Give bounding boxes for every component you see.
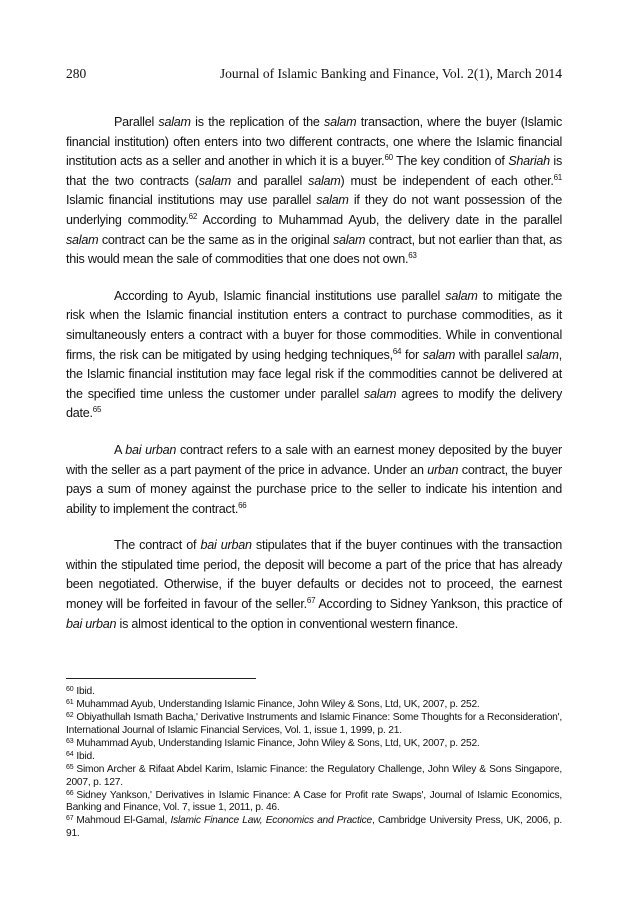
text-run: agrees to modify the delivery date. — [66, 386, 563, 421]
italic-term: salam — [332, 232, 366, 247]
footnotes — [66, 686, 562, 841]
footnote — [66, 699, 562, 712]
italic-term: salam — [324, 115, 357, 129]
footnote-ref: 60 — [384, 153, 393, 163]
paragraph — [66, 113, 562, 270]
footnote-number: 64 — [66, 750, 74, 758]
italic-term: salam — [363, 386, 397, 401]
text-run: , Cambridge University Press, UK, 2006, p. 91. — [66, 815, 562, 840]
italic-term: salam — [158, 115, 191, 129]
body-text — [66, 113, 562, 651]
text-run: is almost identical to the option in conventional western finance. — [116, 616, 458, 631]
text-run: A — [114, 442, 126, 457]
text-run: Mahmoud El-Gamal, — [76, 815, 171, 827]
footnote-number: 66 — [66, 789, 74, 797]
footnote — [66, 712, 562, 737]
footnote — [66, 764, 562, 789]
text-run: According to Ayub, Islamic financial institutions use parallel — [114, 288, 446, 303]
italic-term: bai urban — [200, 538, 252, 553]
footnote — [66, 815, 562, 840]
text-run: The key condition of — [392, 154, 509, 169]
footnote-number: 62 — [66, 712, 74, 720]
italic-term: urban — [427, 462, 459, 477]
text-run: if they do not want possession of the underlying commodity. — [66, 193, 562, 227]
text-run: , the Islamic financial institution may face legal risk if the commodities cannot be delivered at the specified time unless the customer under parallel — [66, 347, 563, 401]
text-run: contract, the buyer pays a sum of money against the purchase price to the seller to indicate his intention and ability to implement the contract. — [66, 462, 562, 516]
text-run: Muhammad Ayub, Understanding Islamic Finance, John Wiley & Sons, Ltd, UK, 2007, p. 252. — [76, 699, 480, 711]
footnote-number: 60 — [66, 686, 74, 693]
italic-term: salam — [445, 288, 478, 303]
text-run: The contract of — [114, 538, 201, 553]
footnote-ref: 66 — [238, 500, 247, 510]
text-run: ) must be independent of each other. — [340, 173, 554, 188]
paragraph — [66, 441, 562, 519]
italic-term: Shariah — [508, 154, 550, 169]
text-run: Muhammad Ayub, Understanding Islamic Finance, John Wiley & Sons, Ltd, UK, 2007, p. 252. — [76, 737, 480, 749]
text-run: contract refers to a sale with an earnest money deposited by the buyer with the seller as a part payment of the price in advance. Under an — [66, 442, 562, 477]
text-run: stipulates that if the buyer continues with the transaction within the stipulated time period, the deposit will become a part of the price that has already been negotiated. Otherwise, if the buyer defaults or decides not to proceed, the earnest money will be forfeited in favour of the seller. — [66, 538, 562, 612]
footnote-number: 65 — [66, 764, 74, 772]
footnote — [66, 751, 562, 764]
text-run: Obiyathullah Ismath Bacha,' Derivative Instruments and Islamic Finance: Some Thoughts for a Reconsideration', International Journal of Islamic Financial Services, Vol. 1, issue 1, 1999, p. 21. — [66, 712, 562, 736]
text-run: Islamic financial institutions may use parallel — [66, 193, 317, 208]
text-run: According to Sidney Yankson, this practice of — [315, 597, 562, 612]
text-run: According to Muhammad Ayub, the delivery date in the parallel — [197, 212, 562, 227]
text-run: Ibid. — [76, 750, 95, 762]
text-run: contract, but not earlier than that, as this would mean the sale of commodities that one does not own. — [66, 232, 562, 267]
text-run: with parallel — [455, 347, 527, 362]
footnote-number: 61 — [66, 699, 74, 707]
italic-term: salam — [526, 347, 559, 362]
footnote — [66, 790, 562, 815]
footnote-ref: 65 — [92, 405, 102, 415]
text-run: and parallel — [231, 173, 309, 188]
text-run: is the replication of the — [190, 115, 325, 129]
text-run: for — [401, 347, 423, 362]
footnote — [66, 738, 562, 751]
text-run: Parallel — [114, 115, 159, 129]
footnote-separator — [66, 678, 256, 679]
text-run: Simon Archer & Rifaat Abdel Karim, Islamic Finance: the Regulatory Challenge, John Wiley & Sons Singapore, 2007, p. 127. — [66, 764, 562, 788]
italic-term: Islamic Finance Law, Economics and Practice — [170, 815, 372, 827]
text-run: contract can be the same as in the original — [98, 232, 333, 247]
text-run: is that the two contracts ( — [66, 154, 563, 188]
footnote-number: 67 — [66, 815, 74, 823]
footnote-ref: 64 — [392, 346, 402, 356]
italic-term: salam — [316, 193, 349, 208]
journal-title: Journal of Islamic Banking and Finance, Vol. 2(1), March 2014 — [219, 66, 562, 81]
italic-term: salam — [308, 173, 341, 188]
page-number: 280 — [66, 66, 87, 81]
footnote — [66, 686, 562, 699]
text-run: Ibid. — [76, 686, 95, 697]
italic-term: bai urban — [66, 616, 117, 631]
footnote-ref: 63 — [408, 251, 417, 261]
paragraph — [66, 287, 562, 424]
paragraph — [66, 536, 562, 634]
italic-term: salam — [66, 232, 99, 247]
text-run: transaction, where the buyer (Islamic financial institution) often enters into two different contracts, one where the Islamic financial institution acts as a seller and another in which it is a buyer. — [66, 115, 562, 169]
text-run: Sidney Yankson,' Derivatives in Islamic Finance: A Case for Profit rate Swaps', Journal of Islamic Economics, Banking and Finance, Vol. 7, issue 1, 2011, p. 46. — [66, 789, 562, 814]
footnote-ref: 61 — [553, 172, 562, 182]
footnote-ref: 62 — [188, 211, 198, 221]
text-run: to mitigate the risk when the Islamic financial institution enters a contract to purchase commodities, as it simultaneously enters a contract with a buyer for those commodities. While in conventional firms, the risk can be mitigated by using hedging techniques, — [66, 288, 562, 362]
italic-term: bai urban — [125, 442, 177, 457]
footnote-ref: 67 — [306, 596, 316, 606]
italic-term: salam — [198, 173, 232, 188]
italic-term: salam — [422, 347, 456, 362]
footnote-number: 63 — [66, 737, 74, 745]
